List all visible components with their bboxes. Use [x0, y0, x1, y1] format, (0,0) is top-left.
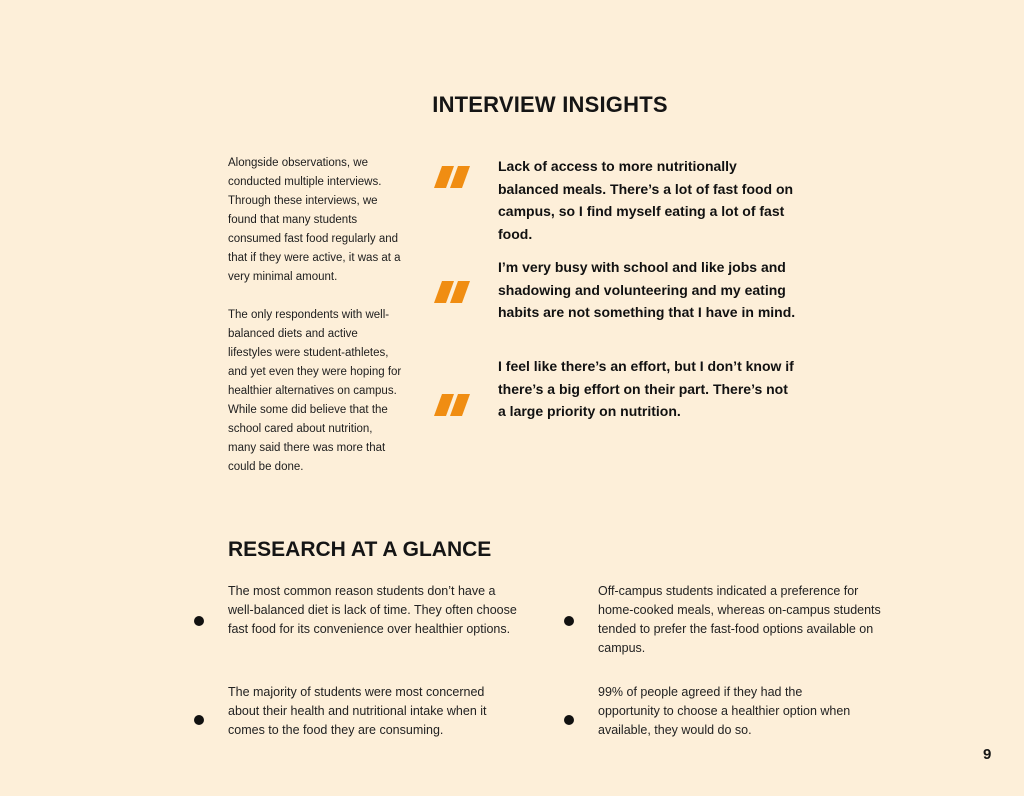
research-finding: The most common reason students don’t have a well-balanced diet is lack of time. They often choose fast food for its convenience over healthier options.	[228, 584, 517, 636]
quote-mark-icon	[434, 166, 474, 194]
interview-quote: I’m very busy with school and like jobs and shadowing and volunteering and my eating habits are not something that I have in mind.	[498, 259, 796, 320]
quote-mark-icon	[434, 394, 474, 422]
bullet-dot	[194, 616, 204, 626]
quote-mark-icon	[434, 281, 474, 309]
intro-text	[228, 154, 403, 496]
bullet-dot	[564, 715, 574, 725]
page-number: 9	[983, 746, 992, 763]
page-title: INTERVIEW INSIGHTS	[432, 92, 668, 117]
research-finding: 99% of people agreed if they had the opportunity to choose a healthier option when available, they would do so.	[598, 685, 851, 737]
research-finding: Off-campus students indicated a preference for home-cooked meals, whereas on-campus students tended to prefer the fast-food options available on campus.	[598, 584, 881, 655]
intro-paragraph: Alongside observations, we conducted multiple interviews. Through these interviews, we found that many students consumed fast food regularly and that if they were active, it was at a very minimal amount.	[228, 157, 401, 283]
research-title: RESEARCH AT A GLANCE	[228, 538, 492, 561]
interview-quote: Lack of access to more nutritionally balanced meals. There’s a lot of fast food on campus, so I find myself eating a lot of fast food.	[498, 158, 794, 242]
research-finding: The majority of students were most concerned about their health and nutritional intake when it comes to the food they are consuming.	[228, 685, 487, 737]
bullet-dot	[194, 715, 204, 725]
bullet-dot	[564, 616, 574, 626]
intro-paragraph: The only respondents with well-balanced diets and active lifestyles were student-athletes, and yet even they were hoping for healthier alternatives on campus. While some did believe that the school cared about nutrition, many said there was more that could be done.	[228, 309, 402, 473]
interview-quote: I feel like there’s an effort, but I don’t know if there’s a big effort on their part. There’s not a large priority on nutrition.	[498, 358, 794, 419]
